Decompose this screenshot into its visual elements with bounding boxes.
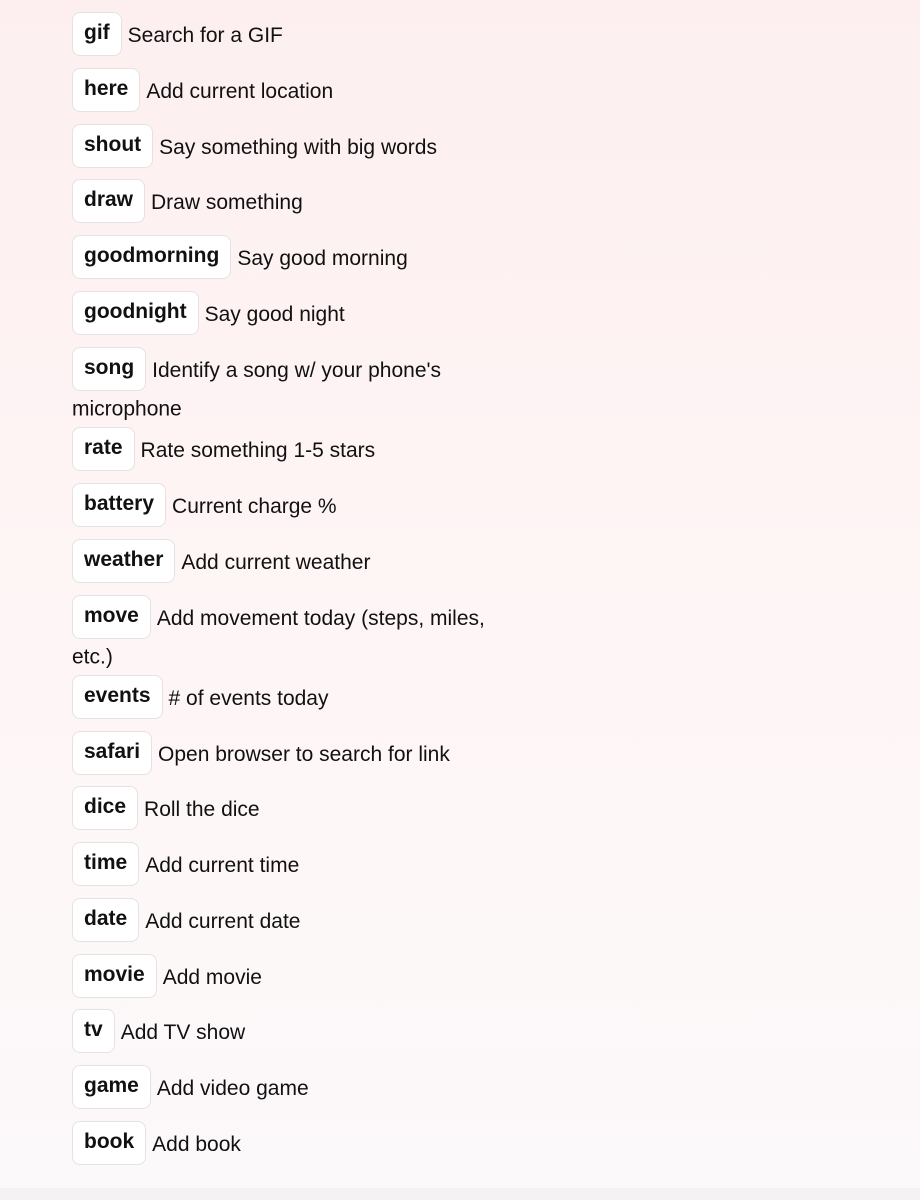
- command-row-time: [72, 844, 512, 888]
- command-chip-safari[interactable]: safari: [72, 731, 152, 775]
- command-description: Add current time: [145, 854, 300, 877]
- command-chip-date[interactable]: date: [72, 898, 139, 942]
- command-description: Add current location: [146, 80, 334, 103]
- command-description: # of events today: [168, 687, 329, 710]
- command-row-dice: [72, 788, 512, 832]
- command-description: Roll the dice: [144, 798, 260, 821]
- command-row-events: [72, 677, 512, 721]
- command-row-rate: [72, 429, 512, 473]
- command-description: Say good morning: [237, 247, 408, 270]
- command-row-song: [72, 349, 512, 425]
- command-row-book: [72, 1123, 512, 1167]
- command-chip-here[interactable]: here: [72, 68, 140, 112]
- command-chip-tv[interactable]: tv: [72, 1009, 115, 1053]
- command-description: Add TV show: [120, 1021, 246, 1044]
- command-row-movie: [72, 956, 512, 1000]
- command-row-safari: [72, 733, 512, 777]
- command-description: Add current date: [145, 910, 301, 933]
- command-chip-move[interactable]: move: [72, 595, 151, 639]
- command-description: Say something with big words: [159, 136, 437, 159]
- command-description: Current charge %: [172, 495, 337, 518]
- command-chip-goodmorning[interactable]: goodmorning: [72, 235, 231, 279]
- command-description: Add current weather: [181, 551, 371, 574]
- command-row-move: [72, 597, 512, 673]
- command-chip-shout[interactable]: shout: [72, 124, 153, 168]
- command-description: Add video game: [156, 1077, 309, 1100]
- command-row-draw: [72, 181, 512, 225]
- command-chip-weather[interactable]: weather: [72, 539, 175, 583]
- command-row-weather: [72, 541, 512, 585]
- command-chip-book[interactable]: book: [72, 1121, 146, 1165]
- command-chip-song[interactable]: song: [72, 347, 146, 391]
- command-row-goodnight: [72, 293, 512, 337]
- command-description: Add book: [152, 1133, 241, 1156]
- command-row-here: [72, 70, 512, 114]
- command-description: Say good night: [204, 303, 345, 326]
- command-row-date: [72, 900, 512, 944]
- command-description: Add movement today (steps, miles, etc.): [72, 607, 485, 669]
- command-chip-movie[interactable]: movie: [72, 954, 157, 998]
- command-chip-goodnight[interactable]: goodnight: [72, 291, 199, 335]
- command-description: Identify a song w/ your phone's microphone: [72, 359, 442, 421]
- command-row-shout: [72, 126, 512, 170]
- command-row-game: [72, 1067, 512, 1111]
- command-chip-battery[interactable]: battery: [72, 483, 166, 527]
- command-chip-dice[interactable]: dice: [72, 786, 138, 830]
- command-description: Add movie: [162, 966, 262, 989]
- command-description: Rate something 1-5 stars: [140, 439, 376, 462]
- command-description: Open browser to search for link: [158, 743, 450, 766]
- command-chip-time[interactable]: time: [72, 842, 139, 886]
- command-chip-rate[interactable]: rate: [72, 427, 135, 471]
- command-row-goodmorning: [72, 237, 512, 281]
- command-chip-events[interactable]: events: [72, 675, 163, 719]
- footer-strip: [0, 1188, 920, 1200]
- command-description: Search for a GIF: [127, 24, 283, 47]
- command-row-tv: [72, 1011, 512, 1055]
- command-row-battery: [72, 485, 512, 529]
- command-chip-game[interactable]: game: [72, 1065, 151, 1109]
- command-description: Draw something: [151, 191, 303, 214]
- command-row-gif: [72, 14, 512, 58]
- command-chip-draw[interactable]: draw: [72, 179, 145, 223]
- command-chip-gif[interactable]: gif: [72, 12, 122, 56]
